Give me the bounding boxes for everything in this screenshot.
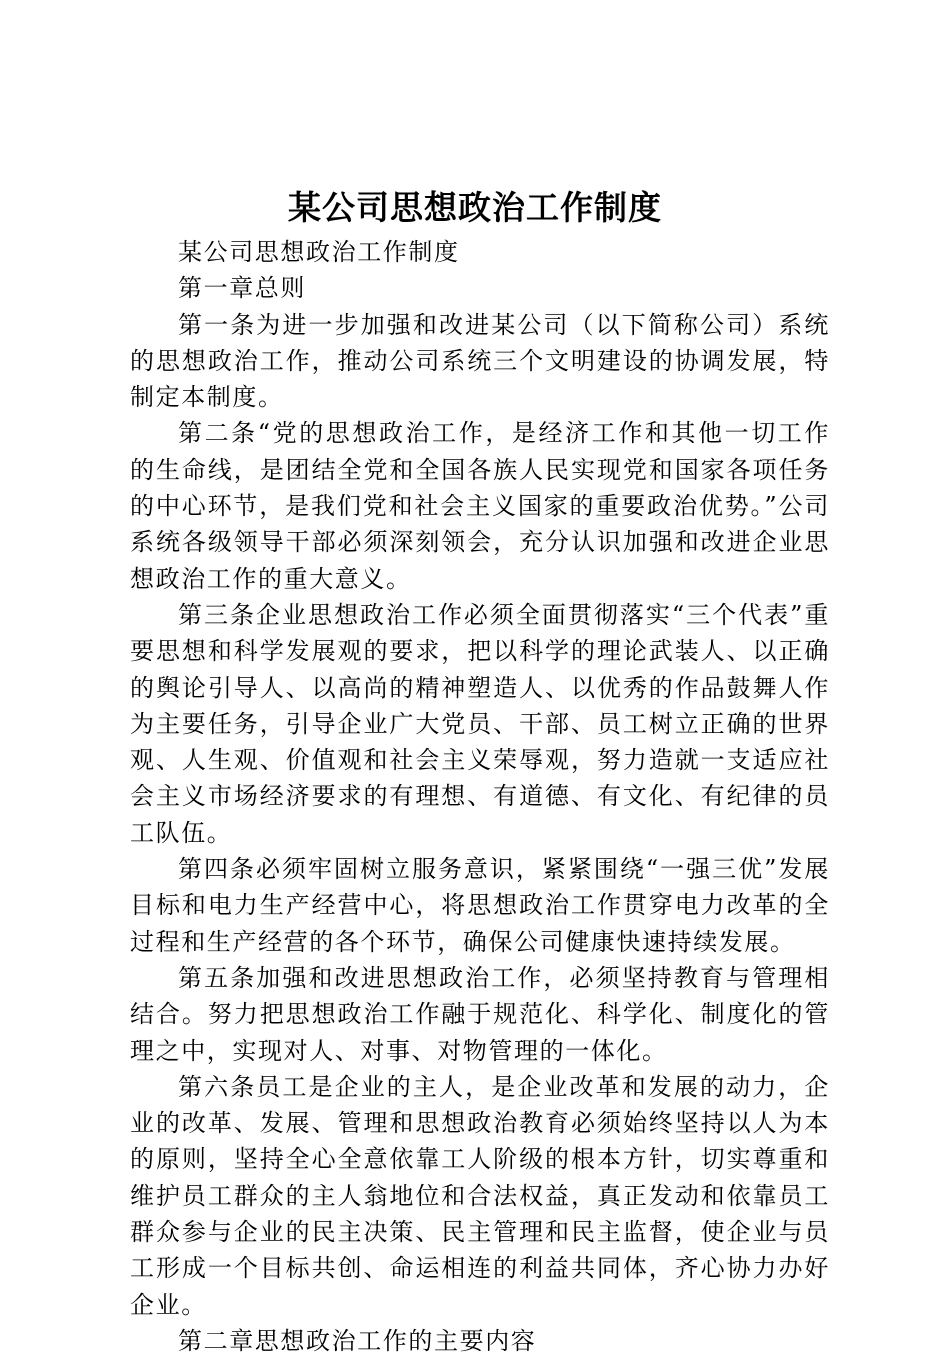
chapter-heading: 第二章思想政治工作的主要内容 (178, 1326, 537, 1355)
article-paragraph: 第六条员工是企业的主人，是企业改革和发展的动力，企业的改革、发展、管理和思想政治教育必须始终坚持以人为本的原则，坚持全心全意依靠工人阶级的根本方针，切实尊重和维护员工群众的主人翁地位和合法权益，真正发动和依靠员工群众参与企业的民主决策、民主管理和民主监督，使企业与员工形成一个目标共创、命运相连的利益共同体，齐心协力办好企业。 (130, 1072, 830, 1319)
document-body (130, 234, 830, 1359)
article-paragraph: 第二条“党的思想政治工作，是经济工作和其他一切工作的生命线，是团结全党和全国各族人民实现党和国家各项任务的中心环节，是我们党和社会主义国家的重要政治优势。”公司系统各级领导干部必须深刻领会，充分认识加强和改进企业思想政治工作的重大意义。 (130, 419, 830, 593)
chapter-heading: 第一章总则 (178, 274, 306, 303)
subtitle-paragraph: 某公司思想政治工作制度 (178, 238, 460, 266)
article-paragraph: 第三条企业思想政治工作必须全面贯彻落实“三个代表”重要思想和科学发展观的要求，把以科学的理论武装人、以正确的舆论引导人、以高尚的精神塑造人、以优秀的作品鼓舞人作为主要任务，引导企业广大党员、干部、员工树立正确的世界观、人生观、价值观和社会主义荣辱观，努力造就一支适应社会主义市场经济要求的有理想、有道德、有文化、有纪律的员工队伍。 (130, 600, 830, 847)
document-title: 某公司思想政治工作制度 (288, 188, 662, 227)
article-paragraph: 第四条必须牢固树立服务意识，紧紧围绕“一强三优”发展目标和电力生产经营中心，将思想政治工作贯穿电力改革的全过程和生产经营的各个环节，确保公司健康快速持续发展。 (130, 855, 830, 956)
article-paragraph: 第一条为进一步加强和改进某公司（以下简称公司）系统的思想政治工作，推动公司系统三个文明建设的协调发展，特制定本制度。 (130, 310, 830, 412)
article-paragraph: 第五条加强和改进思想政治工作，必须坚持教育与管理相结合。努力把思想政治工作融于规范化、科学化、制度化的管理之中，实现对人、对事、对物管理的一体化。 (130, 963, 830, 1065)
